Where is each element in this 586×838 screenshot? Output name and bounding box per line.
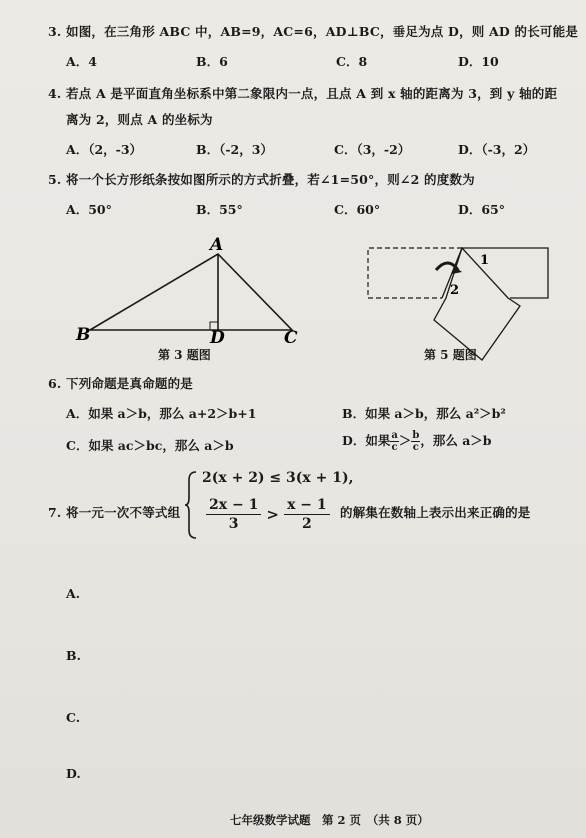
q5-angle-2-label: 2 (450, 283, 460, 298)
q4-option-d[interactable]: D．（-3，2） (458, 142, 536, 157)
q6-stem: 6. 下列命题是真命题的是 (48, 376, 194, 391)
q7-ineq2-left-frac (206, 496, 261, 533)
q4-option-a[interactable]: A．（2，-3） (66, 142, 143, 157)
q6-option-d-suffix: ，那么 a＞b (420, 433, 492, 448)
q4-option-c[interactable]: C．（3，-2） (334, 142, 411, 157)
q6-frac-a (390, 430, 398, 453)
q6-option-d[interactable] (342, 430, 492, 453)
q7-option-c-label[interactable]: C. (66, 710, 81, 725)
q6-option-b[interactable]: B．如果 a＞b，那么 a²＞b² (342, 406, 506, 421)
q5-angle-1-label: 1 (480, 253, 490, 268)
q3-label-c: C (284, 328, 298, 344)
q5-option-c[interactable]: C．60° (334, 202, 381, 217)
q6-frac-a-num: a (391, 430, 398, 441)
q4-stem-line2: 离为 2，则点 A 的坐标为 (66, 112, 213, 127)
q5-option-d[interactable]: D．65° (458, 202, 505, 217)
q7-number-line-c[interactable] (100, 686, 280, 736)
q7-inequality-1: 2(x + 2) ≤ 3(x + 1), (202, 470, 354, 486)
q7-ineq2-right-num: x − 1 (284, 496, 330, 515)
q7-stem-suffix: 的解集在数轴上表示出来正确的是 (340, 505, 531, 520)
q7-option-b-label[interactable]: B. (66, 648, 81, 663)
q6-option-d-prefix: D．如果 (342, 433, 391, 448)
q7-ineq2-left-num: 2x − 1 (206, 496, 261, 515)
q5-figure-caption: 第 5 题图 (424, 348, 477, 362)
q3-label-a: A (210, 235, 224, 255)
q5-option-a[interactable]: A．50° (66, 202, 112, 217)
q5-stem: 5. 将一个长方形纸条按如图所示的方式折叠，若∠1=50°，则∠2 的度数为 (48, 172, 475, 187)
q3-label-d: D (210, 328, 225, 344)
q6-frac-b (411, 430, 420, 453)
q3-option-a[interactable]: A．4 (66, 54, 97, 69)
q7-number-line-d[interactable] (100, 744, 280, 794)
q7-ineq2-right-frac (284, 496, 330, 533)
q6-gt-sign: ＞ (398, 433, 412, 448)
q7-ineq2-right-den: 2 (301, 516, 312, 532)
q6-option-c[interactable]: C．如果 ac＞bc，那么 a＞b (66, 438, 234, 453)
q6-frac-a-den: c (391, 442, 398, 453)
q3-option-b[interactable]: B．6 (196, 54, 228, 69)
q3-label-b: B (76, 325, 91, 344)
q3-figure-caption: 第 3 题图 (158, 348, 211, 362)
q6-frac-b-den: c (412, 442, 419, 453)
q7-ineq2-left-den: 3 (228, 516, 239, 532)
q6-option-a[interactable]: A．如果 a＞b，那么 a+2＞b+1 (66, 406, 257, 421)
q7-gt-sign: > (266, 505, 279, 524)
q4-stem-line1: 4. 若点 A 是平面直角坐标系中第二象限内一点，且点 A 到 x 轴的距离为 3，到 y 轴的距 (48, 86, 558, 101)
q3-option-d[interactable]: D．10 (458, 54, 499, 69)
q3-triangle-figure (70, 232, 310, 344)
q4-option-b[interactable]: B．（-2，3） (196, 142, 273, 157)
q3-option-c[interactable]: C．8 (336, 54, 368, 69)
page-footer: 七年级数学试题 第 2 页 （共 8 页） (230, 813, 429, 827)
q7-option-d-label[interactable]: D. (66, 766, 81, 781)
q7-option-a-label[interactable]: A. (66, 586, 81, 601)
q7-stem-prefix: 7. 将一元一次不等式组 (48, 505, 181, 520)
q3-stem: 3. 如图，在三角形 ABC 中，AB=9，AC=6，AD⊥BC，垂足为点 D，则 AD 的长可能是 (48, 24, 579, 39)
q6-frac-b-num: b (412, 430, 420, 441)
q7-number-line-b[interactable] (100, 624, 280, 674)
q7-left-brace (184, 470, 198, 540)
q7-number-line-a[interactable] (100, 562, 280, 612)
q5-option-b[interactable]: B．55° (196, 202, 243, 217)
q7-inequality-2 (206, 496, 330, 533)
